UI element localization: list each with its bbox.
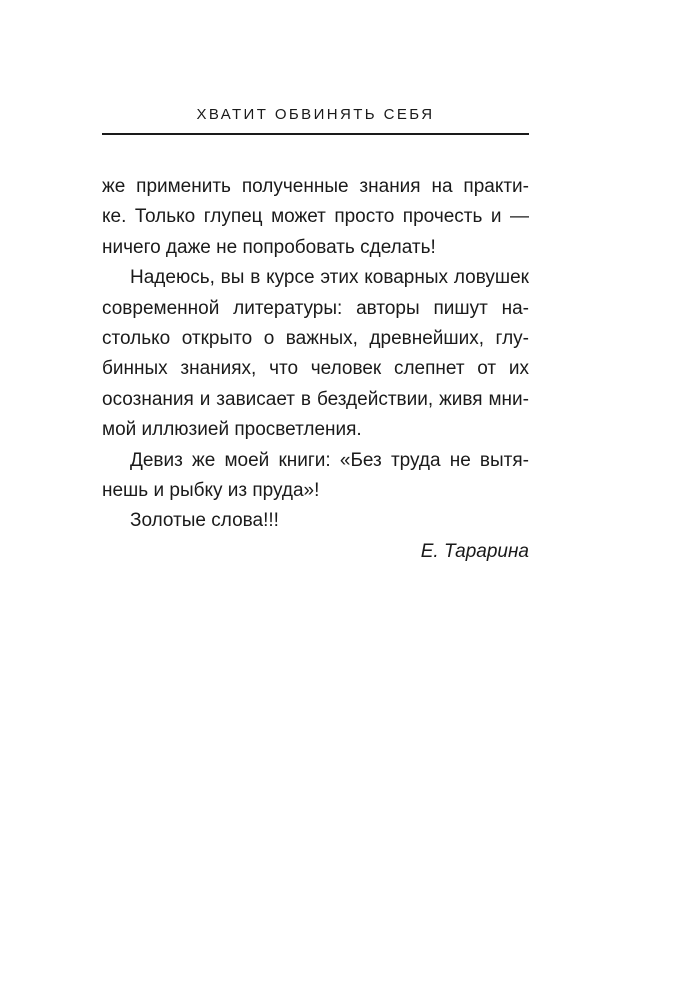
signature: Е. Тарарина xyxy=(420,540,529,562)
text-line: нешь и рыбку из пруда»! xyxy=(102,480,320,502)
text-line: Девиз же моей книги: «Без труда не вытя- xyxy=(130,449,529,471)
text-line: Золотые слова!!! xyxy=(130,510,279,532)
header-rule xyxy=(102,133,529,135)
text-line: же применить полученные знания на практи- xyxy=(102,176,529,197)
running-head: ХВАТИТ ОБВИНЯТЬ СЕБЯ xyxy=(196,106,435,123)
text-line: Надеюсь, вы в курсе этих коварных ловушек xyxy=(130,267,529,289)
text-line: мой иллюзией просветления. xyxy=(102,419,362,441)
text-line: столько открыто о важных, древнейших, глу- xyxy=(102,328,529,350)
text-line: современной литературы: авторы пишут на- xyxy=(102,297,529,319)
body-text xyxy=(102,172,529,567)
text-line: ке. Только глупец может просто прочесть и — xyxy=(102,206,529,228)
text-line: бинных знаниях, что человек слепнет от их xyxy=(102,358,529,380)
text-line: осознания и зависает в бездействии, живя мни- xyxy=(102,388,529,410)
text-line: ничего даже не попробовать сделать! xyxy=(102,236,436,258)
